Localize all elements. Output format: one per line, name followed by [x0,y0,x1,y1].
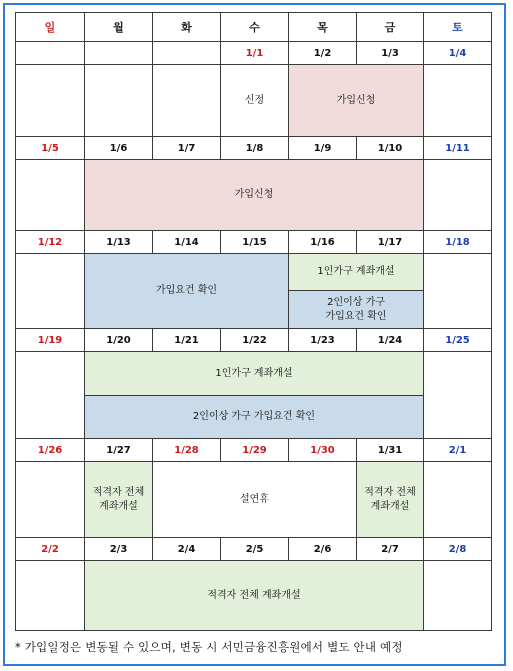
date-cell: 1/27 [85,439,153,462]
event-application: 가입신청 [85,160,424,231]
date-cell: 1/7 [153,137,221,160]
date-cell-saturday: 2/8 [424,538,492,561]
date-cell: 2/4 [153,538,221,561]
event-new-year-holiday: 신정 [221,65,289,137]
event-all-eligible-account [357,462,424,538]
date-cell: 1/10 [357,137,424,160]
date-cell-holiday: 1/30 [289,439,357,462]
event-application: 가입신청 [289,65,424,137]
date-cell: 2/6 [289,538,357,561]
date-cell-saturday: 1/18 [424,231,492,254]
date-cell-holiday: 1/1 [221,42,289,65]
date-cell-sunday: 1/5 [16,137,85,160]
weekday-fri: 금 [357,13,424,42]
empty-cell [16,160,85,231]
empty-cell [16,462,85,538]
date-cell: 1/23 [289,329,357,352]
event-line: 계좌개설 [99,500,138,512]
weekday-thu: 목 [289,13,357,42]
date-cell: 1/8 [221,137,289,160]
date-cell-saturday: 1/25 [424,329,492,352]
date-cell: 2/5 [221,538,289,561]
empty-cell [16,65,85,137]
weekday-mon: 월 [85,13,153,42]
date-row-week3 [16,329,492,352]
event-line: 계좌개설 [370,500,410,512]
date-cell-holiday: 1/29 [221,439,289,462]
event-line: 가입요건 확인 [325,310,387,322]
event-single-household-account: 1인가구 계좌개설 [85,352,424,396]
date-cell-sunday: 1/12 [16,231,85,254]
event-row-week3-bottom [16,396,492,439]
date-row-week0 [16,42,492,65]
date-cell: 1/22 [221,329,289,352]
empty-cell [16,561,85,631]
schedule-calendar [15,12,492,631]
date-row-week4 [16,439,492,462]
event-line: 적격자 전체 [364,486,416,498]
event-row-week1 [16,160,492,231]
date-cell [16,42,85,65]
date-cell: 1/31 [357,439,424,462]
event-row-week5 [16,561,492,631]
date-cell: 1/13 [85,231,153,254]
date-cell: 1/20 [85,329,153,352]
date-cell: 1/3 [357,42,424,65]
date-cell [85,42,153,65]
empty-cell [424,462,492,538]
event-row-week3-top [16,352,492,396]
date-cell-saturday: 1/11 [424,137,492,160]
date-cell-sunday: 1/26 [16,439,85,462]
event-line: 적격자 전체 [92,486,145,498]
date-cell: 1/14 [153,231,221,254]
empty-cell [16,352,85,439]
date-row-week1 [16,137,492,160]
empty-cell [16,254,85,329]
event-row-week2-top [16,254,492,291]
date-cell: 1/15 [221,231,289,254]
event-lunar-new-year-holiday: 설연휴 [153,462,357,538]
date-row-week2 [16,231,492,254]
empty-cell [153,65,221,137]
schedule-change-note: * 가입일정은 변동될 수 있으며, 변동 시 서민금융진흥원에서 별도 안내 예정 [15,640,403,654]
event-row-week4 [16,462,492,538]
weekday-sun: 일 [16,13,85,42]
event-single-household-account: 1인가구 계좌개설 [289,254,424,291]
date-cell-sunday: 2/2 [16,538,85,561]
weekday-wed: 수 [221,13,289,42]
event-multi-household-check: 2인이상 가구 가입요건 확인 [85,396,424,439]
event-all-eligible-account: 적격자 전체 계좌개설 [85,561,424,631]
empty-cell [424,561,492,631]
event-line: 2인이상 가구 [327,296,385,308]
weekday-tue: 화 [153,13,221,42]
date-cell: 1/21 [153,329,221,352]
date-cell-holiday: 1/28 [153,439,221,462]
date-cell: 1/17 [357,231,424,254]
date-cell-saturday: 1/4 [424,42,492,65]
empty-cell [424,352,492,439]
empty-cell [424,65,492,137]
weekday-sat: 토 [424,13,492,42]
date-row-week5 [16,538,492,561]
date-cell: 1/24 [357,329,424,352]
empty-cell [424,160,492,231]
event-all-eligible-account [85,462,153,538]
date-cell: 1/6 [85,137,153,160]
weekday-header-row [16,13,492,42]
event-multi-household-check [289,291,424,329]
date-cell: 1/2 [289,42,357,65]
date-cell: 1/9 [289,137,357,160]
date-cell [153,42,221,65]
date-cell-sunday: 1/19 [16,329,85,352]
date-cell-saturday: 2/1 [424,439,492,462]
event-row-week0 [16,65,492,137]
empty-cell [85,65,153,137]
event-eligibility-check: 가입요건 확인 [85,254,289,329]
date-cell: 2/7 [357,538,424,561]
date-cell: 1/16 [289,231,357,254]
empty-cell [424,254,492,329]
date-cell: 2/3 [85,538,153,561]
